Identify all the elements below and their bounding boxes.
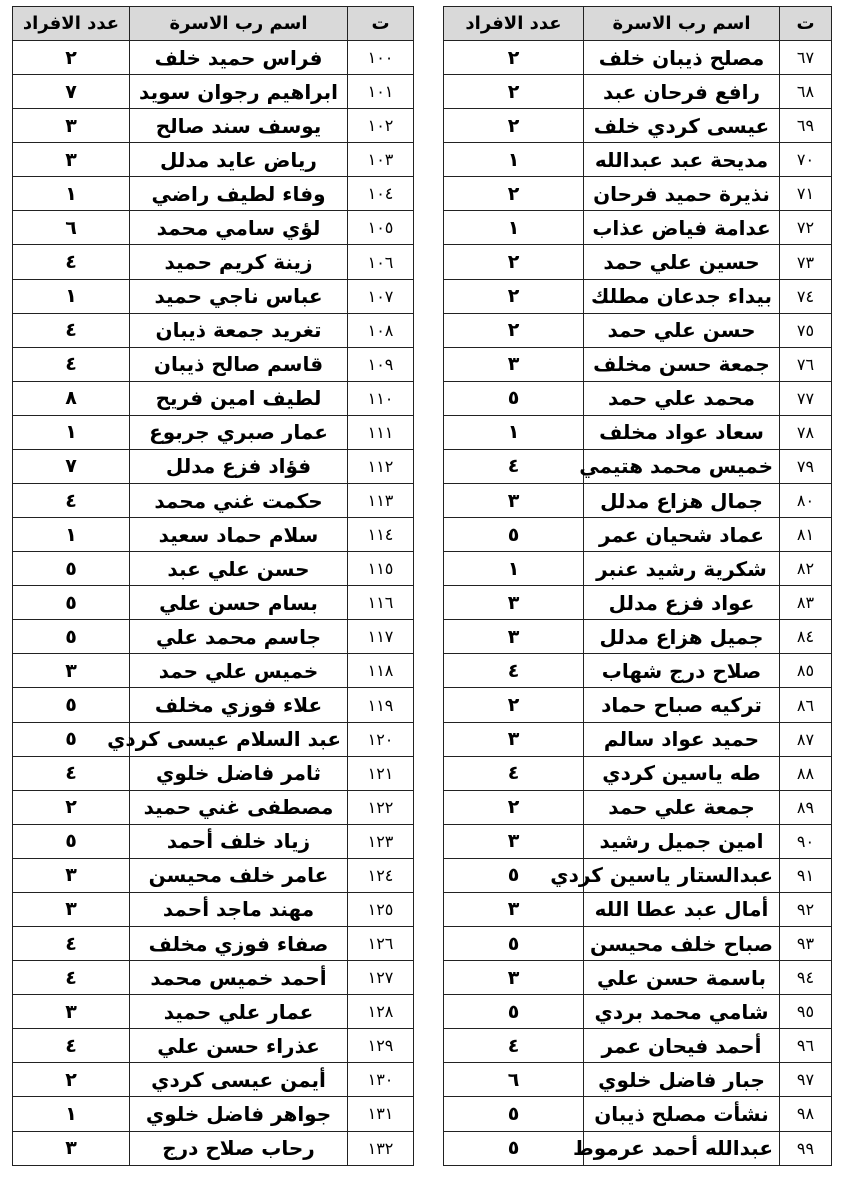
serial-cell: ٩٦ (780, 1029, 832, 1063)
serial-cell: ١١٩ (348, 688, 414, 722)
head-name-cell: جمعة حسن مخلف (584, 347, 780, 381)
head-name-cell: وفاء لطيف راضي (130, 177, 348, 211)
table-row (13, 961, 414, 995)
head-name-cell: جمعة علي حمد (584, 790, 780, 824)
table-row (444, 1063, 832, 1097)
serial-cell: ١٢١ (348, 756, 414, 790)
members-cell: ٤ (444, 756, 584, 790)
serial-cell: ٨٢ (780, 552, 832, 586)
members-cell: ١ (13, 415, 130, 449)
members-cell: ١ (444, 211, 584, 245)
serial-cell: ٧٩ (780, 449, 832, 483)
table-row (444, 415, 832, 449)
members-cell: ٤ (13, 961, 130, 995)
table-row (444, 995, 832, 1029)
serial-cell: ٧٠ (780, 143, 832, 177)
serial-cell: ١٠٥ (348, 211, 414, 245)
members-cell: ٣ (444, 620, 584, 654)
family-table-left (12, 6, 414, 1166)
members-cell: ٢ (444, 313, 584, 347)
head-name-header: اسم رب الاسرة (584, 7, 780, 41)
head-name-cell: محمد علي حمد (584, 381, 780, 415)
members-cell: ٤ (13, 1029, 130, 1063)
members-cell: ٢ (13, 790, 130, 824)
head-name-cell: شامي محمد بردي (584, 995, 780, 1029)
serial-cell: ٩٧ (780, 1063, 832, 1097)
serial-cell: ٩٣ (780, 927, 832, 961)
table-row (13, 518, 414, 552)
table-row (444, 552, 832, 586)
serial-cell: ١٠١ (348, 75, 414, 109)
head-name-cell: ثامر فاضل خلوي (130, 756, 348, 790)
serial-cell: ١٢٦ (348, 927, 414, 961)
members-cell: ٣ (13, 892, 130, 926)
members-cell: ٥ (444, 1097, 584, 1131)
serial-cell: ١٢٠ (348, 722, 414, 756)
serial-cell: ٦٧ (780, 41, 832, 75)
serial-cell: ١١٦ (348, 586, 414, 620)
serial-cell: ٨٩ (780, 790, 832, 824)
head-name-cell: عامر خلف محيسن (130, 858, 348, 892)
members-cell: ٣ (444, 347, 584, 381)
table-row (444, 279, 832, 313)
members-cell: ٣ (444, 722, 584, 756)
members-cell: ١ (13, 1097, 130, 1131)
members-cell: ٣ (444, 892, 584, 926)
head-name-cell: رحاب صلاح درج (130, 1131, 348, 1166)
table-row (13, 211, 414, 245)
serial-cell: ٧١ (780, 177, 832, 211)
table-row (444, 654, 832, 688)
serial-cell: ١٢٧ (348, 961, 414, 995)
table-row (444, 177, 832, 211)
head-name-cell: طه ياسين كردي (584, 756, 780, 790)
head-name-cell: مصطفى غني حميد (130, 790, 348, 824)
serial-cell: ٨٨ (780, 756, 832, 790)
serial-cell: ٧٤ (780, 279, 832, 313)
members-cell: ٥ (444, 858, 584, 892)
head-name-cell: مديحة عبد عبدالله (584, 143, 780, 177)
table-row (13, 756, 414, 790)
head-name-cell: رافع فرحان عبد (584, 75, 780, 109)
serial-cell: ١٠٧ (348, 279, 414, 313)
head-name-cell: صلاح درج شهاب (584, 654, 780, 688)
head-name-cell: زينة كريم حميد (130, 245, 348, 279)
table-row (13, 41, 414, 75)
head-name-cell: فراس حميد خلف (130, 41, 348, 75)
members-cell: ٤ (13, 347, 130, 381)
table-row (13, 790, 414, 824)
table-row (13, 1131, 414, 1166)
members-cell: ٥ (13, 552, 130, 586)
head-name-cell: مهند ماجد أحمد (130, 892, 348, 926)
members-header: عدد الافراد (444, 7, 584, 41)
head-name-cell: رياض عايد مدلل (130, 143, 348, 177)
table-row (13, 654, 414, 688)
serial-cell: ١٠٩ (348, 347, 414, 381)
table-row (444, 41, 832, 75)
head-name-cell: سعاد عواد مخلف (584, 415, 780, 449)
members-cell: ٣ (444, 824, 584, 858)
table-row (444, 824, 832, 858)
table-row (444, 109, 832, 143)
members-cell: ١ (444, 552, 584, 586)
serial-cell: ١٠٠ (348, 41, 414, 75)
family-tables (12, 6, 832, 1166)
serial-cell: ٧٥ (780, 313, 832, 347)
serial-cell: ١٢٣ (348, 824, 414, 858)
head-name-cell: حسن علي عبد (130, 552, 348, 586)
table-row (444, 245, 832, 279)
members-cell: ٢ (444, 245, 584, 279)
members-cell: ٢ (444, 279, 584, 313)
serial-cell: ١٠٢ (348, 109, 414, 143)
table-row (444, 381, 832, 415)
head-name-cell: أيمن عيسى كردي (130, 1063, 348, 1097)
serial-cell: ٩٢ (780, 892, 832, 926)
members-cell: ٢ (13, 1063, 130, 1097)
serial-cell: ٦٩ (780, 109, 832, 143)
head-name-cell: جمال هزاع مدلل (584, 484, 780, 518)
members-cell: ٥ (13, 722, 130, 756)
table-row (13, 143, 414, 177)
members-cell: ٥ (13, 688, 130, 722)
serial-cell: ٧٧ (780, 381, 832, 415)
members-cell: ١ (444, 143, 584, 177)
table-row (13, 858, 414, 892)
table-row (13, 177, 414, 211)
members-cell: ١ (13, 518, 130, 552)
table-row (444, 586, 832, 620)
serial-cell: ١٠٨ (348, 313, 414, 347)
members-cell: ٥ (13, 824, 130, 858)
serial-cell: ٦٨ (780, 75, 832, 109)
head-name-cell: عبد السلام عيسى كردي (130, 722, 348, 756)
head-name-cell: زياد خلف أحمد (130, 824, 348, 858)
serial-cell: ٩٤ (780, 961, 832, 995)
table-row (444, 892, 832, 926)
table-row (444, 756, 832, 790)
members-cell: ٣ (444, 961, 584, 995)
serial-cell: ١٣١ (348, 1097, 414, 1131)
table-body-left (13, 41, 414, 1166)
table-row (13, 347, 414, 381)
members-header: عدد الافراد (13, 7, 130, 41)
head-name-cell: شكرية رشيد عنبر (584, 552, 780, 586)
members-cell: ٣ (444, 586, 584, 620)
members-cell: ٢ (444, 41, 584, 75)
table-row (13, 586, 414, 620)
head-name-cell: تغريد جمعة ذيبان (130, 313, 348, 347)
serial-cell: ٧٨ (780, 415, 832, 449)
members-cell: ٣ (13, 109, 130, 143)
table-row (444, 1097, 832, 1131)
serial-cell: ٧٢ (780, 211, 832, 245)
head-name-cell: ابراهيم رجوان سويد (130, 75, 348, 109)
serial-cell: ٨٤ (780, 620, 832, 654)
table-row (444, 449, 832, 483)
head-name-cell: عبدالستار ياسين كردي (584, 858, 780, 892)
table-row (444, 313, 832, 347)
head-name-cell: امين جميل رشيد (584, 824, 780, 858)
serial-cell: ١٢٩ (348, 1029, 414, 1063)
serial-cell: ٩٩ (780, 1131, 832, 1166)
members-cell: ٦ (13, 211, 130, 245)
serial-cell: ١٣٠ (348, 1063, 414, 1097)
head-name-cell: عمار علي حميد (130, 995, 348, 1029)
serial-cell: ١١٨ (348, 654, 414, 688)
members-cell: ٢ (444, 790, 584, 824)
head-name-cell: نشأت مصلح ذيبان (584, 1097, 780, 1131)
serial-cell: ١٢٥ (348, 892, 414, 926)
members-cell: ١ (444, 415, 584, 449)
members-cell: ٧ (13, 449, 130, 483)
serial-cell: ١٢٤ (348, 858, 414, 892)
members-cell: ٥ (444, 381, 584, 415)
members-cell: ٣ (13, 143, 130, 177)
table-row (444, 688, 832, 722)
table-row (444, 722, 832, 756)
head-name-cell: فؤاد فزع مدلل (130, 449, 348, 483)
head-name-cell: بيداء جدعان مطلك (584, 279, 780, 313)
serial-cell: ١١٠ (348, 381, 414, 415)
members-cell: ١ (13, 279, 130, 313)
members-cell: ٤ (13, 245, 130, 279)
serial-cell: ٧٦ (780, 347, 832, 381)
table-row (13, 313, 414, 347)
table-row (444, 858, 832, 892)
serial-cell: ١١٧ (348, 620, 414, 654)
head-name-cell: صفاء فوزي مخلف (130, 927, 348, 961)
head-name-cell: خميس محمد هتيمي (584, 449, 780, 483)
members-cell: ٣ (13, 654, 130, 688)
serial-header: ت (780, 7, 832, 41)
members-cell: ٥ (444, 927, 584, 961)
serial-cell: ٧٣ (780, 245, 832, 279)
serial-cell: ١١٣ (348, 484, 414, 518)
head-name-cell: نذيرة حميد فرحان (584, 177, 780, 211)
serial-cell: ١٢٨ (348, 995, 414, 1029)
head-name-cell: جبار فاضل خلوي (584, 1063, 780, 1097)
table-row (444, 143, 832, 177)
members-cell: ٢ (444, 688, 584, 722)
members-cell: ٥ (13, 620, 130, 654)
serial-cell: ٩٥ (780, 995, 832, 1029)
table-row (13, 722, 414, 756)
table-row (13, 688, 414, 722)
members-cell: ٤ (13, 927, 130, 961)
table-row (13, 620, 414, 654)
serial-cell: ٨٥ (780, 654, 832, 688)
table-row (13, 1063, 414, 1097)
head-name-header: اسم رب الاسرة (130, 7, 348, 41)
members-cell: ٣ (13, 858, 130, 892)
members-cell: ٦ (444, 1063, 584, 1097)
table-row (13, 927, 414, 961)
members-cell: ٤ (444, 449, 584, 483)
head-name-cell: لطيف امين فريح (130, 381, 348, 415)
head-name-cell: عواد فزع مدلل (584, 586, 780, 620)
table-row (444, 1029, 832, 1063)
table-row (444, 347, 832, 381)
serial-cell: ٩١ (780, 858, 832, 892)
table-row (13, 892, 414, 926)
members-cell: ٧ (13, 75, 130, 109)
head-name-cell: عبدالله أحمد عرموط (584, 1131, 780, 1166)
members-cell: ٢ (444, 75, 584, 109)
table-row (13, 75, 414, 109)
serial-cell: ٨١ (780, 518, 832, 552)
serial-cell: ١٠٦ (348, 245, 414, 279)
members-cell: ٥ (13, 586, 130, 620)
members-cell: ٨ (13, 381, 130, 415)
table-row (444, 961, 832, 995)
members-cell: ١ (13, 177, 130, 211)
table-row (444, 518, 832, 552)
members-cell: ٥ (444, 1131, 584, 1166)
serial-cell: ١٠٣ (348, 143, 414, 177)
table-row (13, 415, 414, 449)
head-name-cell: جميل هزاع مدلل (584, 620, 780, 654)
head-name-cell: أحمد فيحان عمر (584, 1029, 780, 1063)
table-row (444, 927, 832, 961)
table-row (13, 449, 414, 483)
table-row (13, 109, 414, 143)
table-body-right (444, 41, 832, 1166)
head-name-cell: مصلح ذيبان خلف (584, 41, 780, 75)
serial-cell: ١٠٤ (348, 177, 414, 211)
head-name-cell: حميد عواد سالم (584, 722, 780, 756)
head-name-cell: عماد شحيان عمر (584, 518, 780, 552)
head-name-cell: سلام حماد سعيد (130, 518, 348, 552)
table-row (13, 1029, 414, 1063)
head-name-cell: بسام حسن علي (130, 586, 348, 620)
head-name-cell: عباس ناجي حميد (130, 279, 348, 313)
serial-cell: ١٣٢ (348, 1131, 414, 1166)
table-row (13, 824, 414, 858)
members-cell: ٣ (13, 1131, 130, 1166)
members-cell: ٢ (444, 177, 584, 211)
table-header-row (444, 7, 832, 41)
head-name-cell: أمال عبد عطا الله (584, 892, 780, 926)
members-cell: ٥ (444, 995, 584, 1029)
serial-cell: ١١٥ (348, 552, 414, 586)
head-name-cell: باسمة حسن علي (584, 961, 780, 995)
table-row (444, 1131, 832, 1166)
members-cell: ٤ (13, 756, 130, 790)
members-cell: ٤ (444, 654, 584, 688)
head-name-cell: قاسم صالح ذيبان (130, 347, 348, 381)
members-cell: ٤ (13, 313, 130, 347)
table-row (444, 790, 832, 824)
head-name-cell: أحمد خميس محمد (130, 961, 348, 995)
serial-cell: ٨٠ (780, 484, 832, 518)
head-name-cell: عمار صبري جربوع (130, 415, 348, 449)
serial-cell: ٨٧ (780, 722, 832, 756)
head-name-cell: خميس علي حمد (130, 654, 348, 688)
table-row (13, 279, 414, 313)
serial-cell: ٩٠ (780, 824, 832, 858)
serial-cell: ١١٤ (348, 518, 414, 552)
family-table-right (443, 6, 832, 1166)
members-cell: ٤ (13, 484, 130, 518)
table-row (13, 995, 414, 1029)
head-name-cell: علاء فوزي مخلف (130, 688, 348, 722)
serial-cell: ٨٦ (780, 688, 832, 722)
members-cell: ٢ (13, 41, 130, 75)
serial-header: ت (348, 7, 414, 41)
head-name-cell: حسن علي حمد (584, 313, 780, 347)
table-row (13, 484, 414, 518)
head-name-cell: لؤي سامي محمد (130, 211, 348, 245)
head-name-cell: حسين علي حمد (584, 245, 780, 279)
head-name-cell: صباح خلف محيسن (584, 927, 780, 961)
head-name-cell: عيسى كردي خلف (584, 109, 780, 143)
head-name-cell: تركيه صباح حماد (584, 688, 780, 722)
head-name-cell: عذراء حسن علي (130, 1029, 348, 1063)
members-cell: ٣ (444, 484, 584, 518)
table-row (444, 620, 832, 654)
head-name-cell: يوسف سند صالح (130, 109, 348, 143)
members-cell: ٣ (13, 995, 130, 1029)
serial-cell: ١١٢ (348, 449, 414, 483)
head-name-cell: جاسم محمد علي (130, 620, 348, 654)
serial-cell: ١١١ (348, 415, 414, 449)
head-name-cell: حكمت غني محمد (130, 484, 348, 518)
table-header-row (13, 7, 414, 41)
head-name-cell: عدامة فياض عذاب (584, 211, 780, 245)
serial-cell: ٩٨ (780, 1097, 832, 1131)
members-cell: ٤ (444, 1029, 584, 1063)
serial-cell: ١٢٢ (348, 790, 414, 824)
members-cell: ٥ (444, 518, 584, 552)
head-name-cell: جواهر فاضل خلوي (130, 1097, 348, 1131)
table-row (444, 75, 832, 109)
table-row (444, 484, 832, 518)
table-row (13, 1097, 414, 1131)
table-row (13, 381, 414, 415)
table-row (13, 245, 414, 279)
table-row (444, 211, 832, 245)
table-row (13, 552, 414, 586)
members-cell: ٢ (444, 109, 584, 143)
serial-cell: ٨٣ (780, 586, 832, 620)
